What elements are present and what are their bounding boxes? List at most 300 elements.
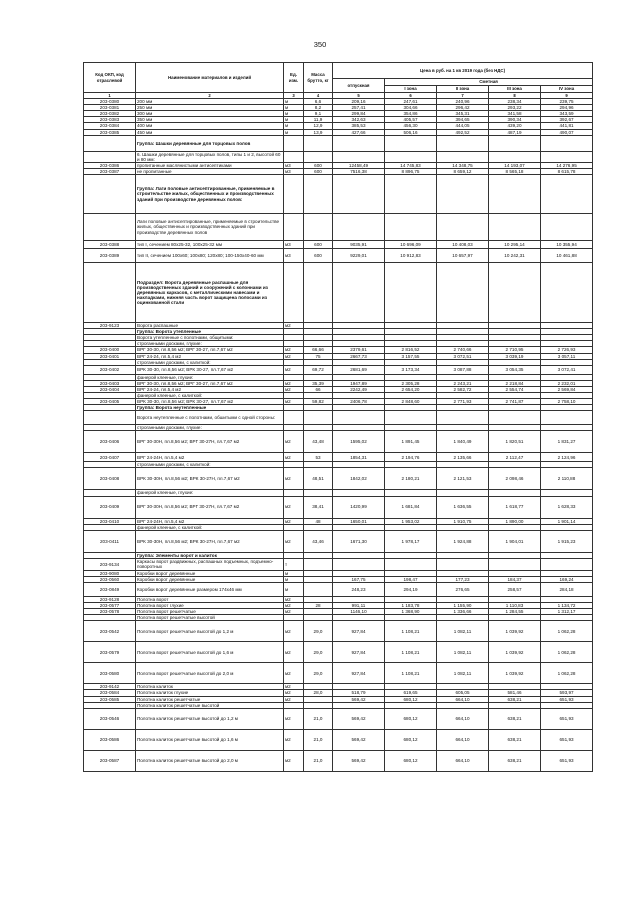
price-zone-2: 10 657,97 xyxy=(437,249,489,263)
price-zone-1: 456,30 xyxy=(385,123,437,129)
price-zone-1: 294,19 xyxy=(385,583,437,597)
price-zone-4: 651,93 xyxy=(541,696,593,702)
col-index: 9 xyxy=(541,93,593,99)
price-zone-4 xyxy=(541,263,593,323)
price-zone-4 xyxy=(541,214,593,241)
item-mass: 48 xyxy=(304,518,333,524)
price-zone-1: 1 681,84 xyxy=(385,496,437,518)
item-mass: 9,1 xyxy=(304,111,333,117)
price-zone-1: 1 108,21 xyxy=(385,663,437,684)
item-name: ВРГ 30-30Н, пл.8,56 м2; ВРГ 30-27Н, пл.7,67 м2 xyxy=(136,431,284,453)
price-zone-1: 680,12 xyxy=(385,708,437,729)
item-name: Ворота утепленные с полотнами, общитыми: xyxy=(136,335,284,341)
item-mass: 13,9 xyxy=(304,129,333,135)
item-name: Группа: Элементы ворот и калиток xyxy=(136,552,284,558)
item-unit: м2 xyxy=(284,750,304,771)
price-otpusk: 12458,49 xyxy=(333,162,385,168)
price-zone-2 xyxy=(437,411,489,425)
col-index: 6 xyxy=(385,93,437,99)
item-code: 203-0579 xyxy=(84,642,136,663)
item-name: Коробки ворот деревянные xyxy=(136,576,284,582)
price-otpusk: 2667,73 xyxy=(333,353,385,359)
price-zone-2 xyxy=(437,135,489,151)
price-zone-1: 2 180,21 xyxy=(385,468,437,490)
item-code: 203-0405 xyxy=(84,399,136,405)
item-mass: 21,0 xyxy=(304,708,333,729)
item-code: 203-0385 xyxy=(84,129,136,135)
price-zone-3: 638,21 xyxy=(489,708,541,729)
item-unit xyxy=(284,151,304,162)
price-zone-4: 2 758,10 xyxy=(541,399,593,405)
price-otpusk: 427,66 xyxy=(333,129,385,135)
price-zone-3: 1 820,51 xyxy=(489,431,541,453)
item-name: ВРГ 24-24Н, пл.5,4 м2 xyxy=(136,518,284,524)
price-zone-4: 490,07 xyxy=(541,129,593,135)
price-zone-2: 10 408,03 xyxy=(437,241,489,249)
item-code: 203-0542 xyxy=(84,621,136,642)
item-mass: 21,0 xyxy=(304,729,333,750)
price-zone-3: 581,46 xyxy=(489,690,541,696)
item-name: фанерой клееные, глухие: xyxy=(136,374,284,380)
item-mass: 11,9 xyxy=(304,117,333,123)
price-otpusk xyxy=(333,214,385,241)
item-name: строганными досками, глухие: xyxy=(136,341,284,347)
price-zone-4: 1 062,28 xyxy=(541,621,593,642)
price-zone-3: 638,21 xyxy=(489,729,541,750)
price-zone-2: 444,05 xyxy=(437,123,489,129)
price-otpusk: 991,11 xyxy=(333,603,385,609)
price-zone-3: 2 554,74 xyxy=(489,386,541,392)
item-unit: м2 xyxy=(284,431,304,453)
price-zone-2: 296,42 xyxy=(437,105,489,111)
price-zone-4 xyxy=(541,135,593,151)
col-index: 4 xyxy=(304,93,333,99)
price-zone-2: 3 072,51 xyxy=(437,353,489,359)
price-otpusk: 2242,49 xyxy=(333,386,385,392)
item-mass: 600 xyxy=(304,241,333,249)
item-unit: м xyxy=(284,111,304,117)
price-otpusk: 257,41 xyxy=(333,105,385,111)
price-zone-3: 1 039,92 xyxy=(489,621,541,642)
price-zone-3: 3 054,35 xyxy=(489,365,541,374)
item-mass xyxy=(304,583,333,597)
item-unit xyxy=(284,263,304,323)
price-zone-1: 506,16 xyxy=(385,129,437,135)
price-zone-3: 1 039,92 xyxy=(489,642,541,663)
price-zone-2: 664,10 xyxy=(437,708,489,729)
price-otpusk: 2406,78 xyxy=(333,399,385,405)
price-zone-3 xyxy=(489,411,541,425)
item-mass: 35,39 xyxy=(304,380,333,386)
item-mass: 29,0 xyxy=(304,642,333,663)
price-otpusk: 569,42 xyxy=(333,696,385,702)
item-unit: м2 xyxy=(284,597,304,603)
price-otpusk xyxy=(333,175,385,214)
item-unit: м2 xyxy=(284,323,304,329)
item-code: 203-0411 xyxy=(84,530,136,552)
price-zone-3: 1 904,01 xyxy=(489,530,541,552)
item-unit: м2 xyxy=(284,453,304,462)
price-zone-2: 276,65 xyxy=(437,583,489,597)
price-zone-2 xyxy=(437,151,489,162)
item-unit xyxy=(284,411,304,425)
price-otpusk xyxy=(333,411,385,425)
item-code: 203-0403 xyxy=(84,380,136,386)
col-index: 2 xyxy=(136,93,284,99)
header-mass: Масса брутто, кг xyxy=(304,63,333,93)
item-code: 203-0408 xyxy=(84,468,136,490)
price-zone-3: 439,20 xyxy=(489,123,541,129)
item-code: 203-0381 xyxy=(84,105,136,111)
item-name: 250 мм xyxy=(136,105,284,111)
item-code: 203-0585 xyxy=(84,696,136,702)
item-name: ВРК 30-30, пл.8,56 м2; ВРК 30-27, пл.7,67 м2 xyxy=(136,365,284,374)
item-code: 203-0587 xyxy=(84,750,136,771)
table-row xyxy=(84,663,593,684)
item-code xyxy=(84,151,136,162)
price-zone-1 xyxy=(385,214,437,241)
header-otpusk: отпускная xyxy=(333,79,385,93)
price-zone-2: 394,65 xyxy=(437,117,489,123)
item-code: 203-0382 xyxy=(84,111,136,117)
item-code: 203-9128 xyxy=(84,597,136,603)
price-zone-2: 8 659,12 xyxy=(437,168,489,174)
item-name: тип I, сечением 80х25-32, 100х25-32 мм xyxy=(136,241,284,249)
price-otpusk: 569,42 xyxy=(333,708,385,729)
item-unit: м2 xyxy=(284,684,304,690)
item-mass: 66 xyxy=(304,386,333,392)
item-code: 203-0402 xyxy=(84,365,136,374)
group-row xyxy=(84,135,593,151)
price-zone-2: 14 348,75 xyxy=(437,162,489,168)
price-otpusk xyxy=(333,558,385,570)
price-zone-1: 2 305,28 xyxy=(385,380,437,386)
header-zone-4: IV зона xyxy=(541,86,593,93)
price-zone-1: 8 896,75 xyxy=(385,168,437,174)
header-zone-3: III зона xyxy=(489,86,541,93)
price-otpusk: 1650,01 xyxy=(333,518,385,524)
item-code: 203-0384 xyxy=(84,123,136,129)
price-zone-3: 184,37 xyxy=(489,576,541,582)
price-zone-2 xyxy=(437,214,489,241)
table-row xyxy=(84,214,593,241)
price-otpusk: 927,84 xyxy=(333,642,385,663)
price-zone-1 xyxy=(385,135,437,151)
table-row xyxy=(84,530,593,552)
header-zone-2: II зона xyxy=(437,86,489,93)
price-zone-4: 1 312,17 xyxy=(541,609,593,615)
price-zone-3: 390,34 xyxy=(489,117,541,123)
item-unit: м2 xyxy=(284,347,304,353)
price-zone-2: 664,10 xyxy=(437,750,489,771)
item-mass: 28 xyxy=(304,603,333,609)
item-mass: 59,82 xyxy=(304,399,333,405)
price-otpusk: 9035,91 xyxy=(333,241,385,249)
item-name: Ворота неутепленные с полотнами, обшитыми с одной стороны: xyxy=(136,411,284,425)
price-otpusk: 2379,61 xyxy=(333,347,385,353)
price-zone-4: 1 628,33 xyxy=(541,496,593,518)
table-row xyxy=(84,558,593,570)
price-zone-3: 10 295,14 xyxy=(489,241,541,249)
price-zone-1: 405,57 xyxy=(385,117,437,123)
header-price-group: Цена в руб. на 1 кв 2019 года (без НДС) xyxy=(333,63,593,79)
price-zone-1: 2 848,60 xyxy=(385,399,437,405)
price-otpusk: 209,16 xyxy=(333,99,385,105)
item-code: 203-0404 xyxy=(84,386,136,392)
price-zone-3: 1 039,92 xyxy=(489,663,541,684)
col-index: 1 xyxy=(84,93,136,99)
header-zone-1: I зона xyxy=(385,86,437,93)
price-zone-1 xyxy=(385,263,437,323)
item-unit: м2 xyxy=(284,609,304,615)
price-zone-1: 10 912,83 xyxy=(385,249,437,263)
price-zone-1: 2 654,20 xyxy=(385,386,437,392)
item-mass: 600 xyxy=(304,168,333,174)
price-zone-1: 1 183,78 xyxy=(385,603,437,609)
price-zone-1: 1 108,21 xyxy=(385,621,437,642)
price-zone-3: 2 710,95 xyxy=(489,347,541,353)
price-zone-2: 492,52 xyxy=(437,129,489,135)
price-otpusk: 569,42 xyxy=(333,750,385,771)
price-zone-2: 1 082,11 xyxy=(437,621,489,642)
item-code: 203-0386 xyxy=(84,162,136,168)
item-name: 6. Шашки деревянные для торцовых полов, типы 1 и 2, высотой 60 и 80 мм: xyxy=(136,151,284,162)
price-zone-3: 14 193,07 xyxy=(489,162,541,168)
col-index: 5 xyxy=(333,93,385,99)
price-otpusk: 1146,10 xyxy=(333,609,385,615)
price-zone-4: 2 124,96 xyxy=(541,453,593,462)
price-zone-3: 8 565,18 xyxy=(489,168,541,174)
item-name: строганными досками, глухие: xyxy=(136,425,284,431)
item-name: Группа: Шашки деревянные для торцовых полов xyxy=(136,135,284,151)
item-unit: м2 xyxy=(284,468,304,490)
item-name: Полотна ворот решетчатые высотой до 1,2 м xyxy=(136,621,284,642)
price-zone-4: 441,81 xyxy=(541,123,593,129)
item-name: ВРГ 24-24, пл.5,4 м2 xyxy=(136,386,284,392)
price-zone-1: 680,12 xyxy=(385,750,437,771)
item-name: фанерой клееные, глухие: xyxy=(136,490,284,496)
item-name: 300 мм xyxy=(136,111,284,117)
price-zone-1 xyxy=(385,411,437,425)
item-unit: м2 xyxy=(284,603,304,609)
item-mass: 38,41 xyxy=(304,496,333,518)
item-code: 203-0586 xyxy=(84,729,136,750)
price-zone-2: 1 082,11 xyxy=(437,642,489,663)
price-zone-1: 198,47 xyxy=(385,576,437,582)
table-header xyxy=(84,63,593,99)
item-unit: м3 xyxy=(284,168,304,174)
item-name: Группа: Ворота утепленные xyxy=(136,329,284,335)
item-name: Группа: Ворота неутепленные xyxy=(136,405,284,411)
item-name: 450 мм xyxy=(136,129,284,135)
price-otpusk: 385,53 xyxy=(333,123,385,129)
price-zone-2 xyxy=(437,558,489,570)
item-code: 203-0580 xyxy=(84,663,136,684)
price-zone-4: 284,18 xyxy=(541,583,593,597)
item-mass: 6,6 xyxy=(304,99,333,105)
item-code: 203-0406 xyxy=(84,431,136,453)
price-otpusk: 7516,38 xyxy=(333,168,385,174)
item-name: ВРГ 30-30Н, пл.8,56 м2; ВРГ 30-27Н, пл.7,67 м2 xyxy=(136,496,284,518)
price-zone-4: 392,67 xyxy=(541,117,593,123)
item-unit: м xyxy=(284,129,304,135)
price-table xyxy=(83,62,593,772)
item-name: Полотна ворот решетчатые высотой до 1,6 м xyxy=(136,642,284,663)
item-unit: м2 xyxy=(284,386,304,392)
item-code: 203-0410 xyxy=(84,518,136,524)
item-mass: 69,72 xyxy=(304,365,333,374)
col-index: 8 xyxy=(489,93,541,99)
price-zone-2: 664,10 xyxy=(437,729,489,750)
price-zone-3: 2 098,46 xyxy=(489,468,541,490)
item-name: Каркасы ворот раздвижных, распашных подъемных, подъемно-поворотных xyxy=(136,558,284,570)
item-name: Подраздел: Ворота деревянные распашные для производственных зданий и сооружений с колоннами из деревянных каркасов, с металлическими навесами и накладками, нижняя часть ворот защищена полосами из оцинкованной стали xyxy=(136,263,284,323)
item-name: Ворота распашные xyxy=(136,323,284,329)
price-otpusk: 569,42 xyxy=(333,729,385,750)
price-otpusk: 1420,99 xyxy=(333,496,385,518)
item-name: Группа: Лаги половые антисептированные, применяемые в строительстве жилых, общественных и производственных зданий при производстве деревянных полов: xyxy=(136,175,284,214)
item-code: 203-0383 xyxy=(84,117,136,123)
price-zone-1 xyxy=(385,151,437,162)
item-name: Полотна ворот глухие xyxy=(136,603,284,609)
item-mass xyxy=(304,411,333,425)
price-zone-1 xyxy=(385,175,437,214)
price-zone-1: 247,61 xyxy=(385,99,437,105)
item-code: 203-9134 xyxy=(84,558,136,570)
item-mass xyxy=(304,214,333,241)
item-name: Полотна калиток решетчатые высотой до 1,2 м xyxy=(136,708,284,729)
header-smetnaya: Сметная xyxy=(385,79,593,86)
item-name: ВРК 30-30Н, пл.8,56 м2; ВРК 30-27Н, пл.7,67 м2 xyxy=(136,530,284,552)
item-mass: 28,0 xyxy=(304,690,333,696)
item-name: Коробки ворот деревянные размером 174х46 мм xyxy=(136,583,284,597)
price-zone-4: 8 615,78 xyxy=(541,168,593,174)
price-zone-3: 1 110,83 xyxy=(489,603,541,609)
price-zone-3: 638,21 xyxy=(489,750,541,771)
item-unit: м2 xyxy=(284,690,304,696)
price-zone-4: 343,59 xyxy=(541,111,593,117)
price-zone-4: 2 110,88 xyxy=(541,468,593,490)
table-row xyxy=(84,365,593,374)
item-name: 350 мм xyxy=(136,117,284,123)
item-unit: м2 xyxy=(284,365,304,374)
price-zone-3: 293,22 xyxy=(489,105,541,111)
item-code xyxy=(84,175,136,214)
item-unit: м2 xyxy=(284,353,304,359)
price-zone-3: 2 741,87 xyxy=(489,399,541,405)
table-body xyxy=(84,99,593,772)
item-unit: м xyxy=(284,117,304,123)
price-zone-4 xyxy=(541,175,593,214)
item-code: 203-0380 xyxy=(84,99,136,105)
price-zone-3: 1 618,77 xyxy=(489,496,541,518)
item-unit: м xyxy=(284,576,304,582)
item-code: 203-0389 xyxy=(84,249,136,263)
price-zone-1: 619,65 xyxy=(385,690,437,696)
price-zone-3: 10 242,31 xyxy=(489,249,541,263)
price-otpusk: 1842,02 xyxy=(333,468,385,490)
price-zone-2: 2 121,53 xyxy=(437,468,489,490)
price-zone-4: 1 062,28 xyxy=(541,642,593,663)
table-row xyxy=(84,729,593,750)
item-mass: 66,66 xyxy=(304,347,333,353)
item-mass: 8,2 xyxy=(304,105,333,111)
header-name: Наименование материалов и изделий xyxy=(136,63,284,93)
price-zone-4: 1 831,27 xyxy=(541,431,593,453)
price-otpusk: 167,75 xyxy=(333,576,385,582)
item-code: 203-0584 xyxy=(84,690,136,696)
price-zone-3 xyxy=(489,263,541,323)
price-zone-3 xyxy=(489,214,541,241)
item-name: Полотна калиток решетчатые высотой до 1,6 м xyxy=(136,729,284,750)
price-zone-4: 651,93 xyxy=(541,708,593,729)
price-otpusk: 1854,31 xyxy=(333,453,385,462)
price-otpusk: 342,63 xyxy=(333,117,385,123)
price-zone-1: 1 978,17 xyxy=(385,530,437,552)
price-zone-1: 10 696,09 xyxy=(385,241,437,249)
table-row xyxy=(84,583,593,597)
item-unit: т xyxy=(284,558,304,570)
table-row xyxy=(84,468,593,490)
price-zone-3 xyxy=(489,151,541,162)
item-name: фанерой клееные, с калиткой: xyxy=(136,524,284,530)
item-unit: м3 xyxy=(284,162,304,168)
item-unit xyxy=(284,175,304,214)
item-name: Полотна ворот решетчатые высотой до 2,0 м xyxy=(136,663,284,684)
item-mass: 43,48 xyxy=(304,431,333,453)
price-zone-3: 1 284,55 xyxy=(489,609,541,615)
price-zone-3: 1 890,00 xyxy=(489,518,541,524)
item-code: 203-0387 xyxy=(84,168,136,174)
price-zone-4: 593,97 xyxy=(541,690,593,696)
price-otpusk: 248,23 xyxy=(333,583,385,597)
item-unit: м xyxy=(284,99,304,105)
item-mass xyxy=(304,151,333,162)
item-unit: м2 xyxy=(284,496,304,518)
price-zone-3: 341,58 xyxy=(489,111,541,117)
price-zone-3: 638,21 xyxy=(489,696,541,702)
price-otpusk: 299,84 xyxy=(333,111,385,117)
price-zone-1: 3 157,55 xyxy=(385,353,437,359)
price-zone-2: 177,23 xyxy=(437,576,489,582)
price-zone-1: 3 173,34 xyxy=(385,365,437,374)
price-zone-1: 14 745,83 xyxy=(385,162,437,168)
price-zone-4: 2 726,93 xyxy=(541,347,593,353)
item-name: Полотна калиток решетчатые высотой xyxy=(136,702,284,708)
item-code: 203-9123 xyxy=(84,323,136,329)
item-name: Лаги половые антисептированные, применяемые в строительстве жилых, общественных и производственных зданий при производстве деревянных полов xyxy=(136,214,284,241)
item-mass xyxy=(304,135,333,151)
item-code: 203-0409 xyxy=(84,496,136,518)
item-unit: м2 xyxy=(284,380,304,386)
item-name: ВРГ 24-24Н, пл.5,4 м2 xyxy=(136,453,284,462)
price-zone-3: 3 039,19 xyxy=(489,353,541,359)
item-name: ВРК 30-30Н, пл.8,56 м2; ВРК 30-27Н, пл.7,67 м2 xyxy=(136,468,284,490)
item-name: фанерой клееные, с калиткой: xyxy=(136,392,284,398)
price-zone-4: 2 232,01 xyxy=(541,380,593,386)
item-name: Полотна калиток решетчатые xyxy=(136,696,284,702)
col-index: 3 xyxy=(284,93,304,99)
item-unit: м3 xyxy=(284,241,304,249)
item-unit: м3 xyxy=(284,249,304,263)
item-unit xyxy=(284,135,304,151)
price-otpusk: 1671,30 xyxy=(333,530,385,552)
item-code: 203-9080 xyxy=(84,570,136,576)
table-row xyxy=(84,431,593,453)
item-mass xyxy=(304,263,333,323)
item-unit: м2 xyxy=(284,530,304,552)
price-zone-2: 2 740,66 xyxy=(437,347,489,353)
